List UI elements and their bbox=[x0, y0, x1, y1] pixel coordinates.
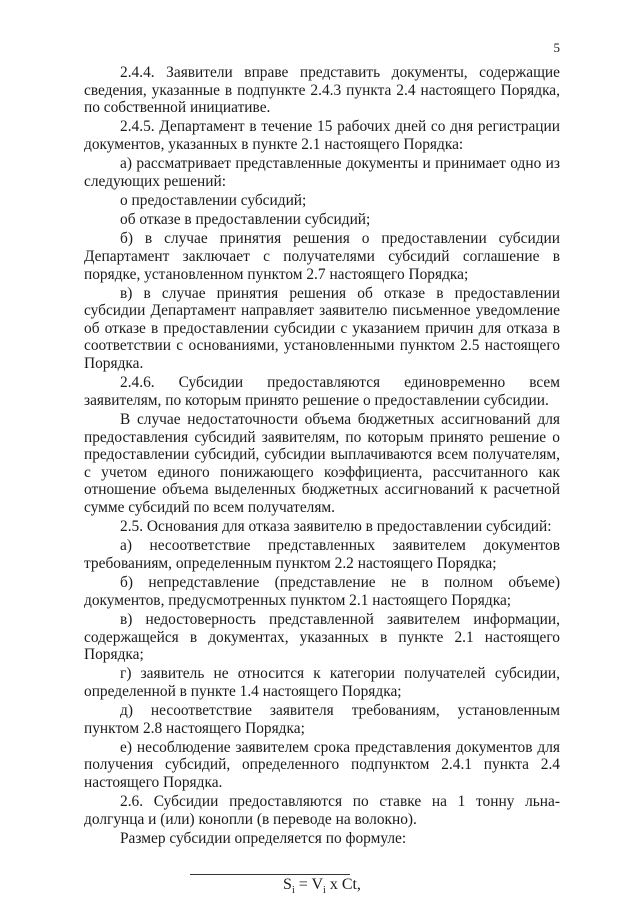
paragraph-decision-refuse: об отказе в предоставлении субсидий; bbox=[120, 211, 371, 229]
formula-v: V bbox=[311, 875, 324, 893]
footer-rule bbox=[190, 874, 350, 875]
paragraph-2-4-5-b: б) в случае принятия решения о предоставлении субсидии Департамент заключает с получателями субсидий соглашение в порядке, установленном пунктом 2.7 настоящего Порядка; bbox=[84, 230, 560, 283]
formula-equals: = bbox=[294, 875, 312, 893]
formula-s-index: i bbox=[291, 884, 295, 896]
page-number: 5 bbox=[553, 40, 560, 55]
paragraph-2-4-5-a: а) рассматривает представленные документы и принимает одно из следующих решений: bbox=[84, 155, 560, 190]
paragraph-2-5-b: б) непредставление (представление не в полном объеме) документов, предусмотренных пунктом 2.1 настоящего Порядка; bbox=[84, 574, 560, 609]
subsidy-formula bbox=[84, 876, 560, 900]
paragraph-insufficiency: В случае недостаточности объема бюджетных ассигнований для предоставления субсидий заявителям, по которым принято решение о предоставлении субсидий, субсидии выплачиваются всем получателям, с учетом единого понижающего коэффициента, рассчитанного как отношение объема выделенных бюджетных ассигнований к расчетной сумме субсидий по всем получателям. bbox=[84, 411, 560, 516]
formula-v-index: i bbox=[323, 884, 326, 896]
paragraph-2-5-d: д) несоответствие заявителя требованиям, установленным пунктом 2.8 настоящего Порядка; bbox=[84, 702, 560, 737]
paragraph-2-4-5: 2.4.5. Департамент в течение 15 рабочих дней со дня регистрации документов, указанных в пункте 2.1 настоящего Порядка: bbox=[84, 118, 560, 153]
document-body bbox=[84, 64, 560, 901]
paragraph-2-5: 2.5. Основания для отказа заявителю в предоставлении субсидий: bbox=[120, 518, 552, 536]
paragraph-2-4-6: 2.4.6. Субсидии предоставляются единовременно всем заявителям, по которым принято решение о предоставлении субсидии. bbox=[84, 374, 560, 409]
paragraph-2-5-v: в) недостоверность представленной заявителем информации, содержащейся в документах, указанных в пункте 2.1 настоящего Порядка; bbox=[84, 610, 560, 664]
paragraph-formula-intro: Размер субсидии определяется по формуле: bbox=[120, 830, 407, 848]
paragraph-2-6: 2.6. Субсидии предоставляются по ставке на 1 тонну льна-долгунца и (или) конопли (в переводе на волокно). bbox=[84, 793, 560, 828]
paragraph-2-5-e: е) несоблюдение заявителем срока представления документов для получения субсидий, определенного подпунктом 2.4.1 пункта 2.4 настоящего Порядка. bbox=[84, 738, 560, 792]
paragraph-2-5-a: а) несоответствие представленных заявителем документов требованиям, определенным пунктом 2.2 настоящего Порядка; bbox=[84, 537, 560, 572]
formula-s: S bbox=[283, 875, 292, 893]
paragraph-2-4-5-v: в) в случае принятия решения об отказе в предоставлении субсидии Департамент направляет заявителю письменное уведомление об отказе в предоставлении субсидии с указанием причин для отказа в соответствии с основаниями, установленными пунктом 2.5 настоящего Порядка. bbox=[84, 284, 560, 373]
paragraph-2-5-g: г) заявитель не относится к категории получателей субсидии, определенной в пункте 1.4 настоящего Порядка; bbox=[84, 665, 560, 700]
paragraph-2-4-4: 2.4.4. Заявители вправе представить документы, содержащие сведения, указанные в подпункте 2.4.3 пункта 2.4 настоящего Порядка, по собственной инициативе. bbox=[84, 64, 560, 117]
paragraph-decision-grant: о предоставлении субсидий; bbox=[120, 191, 307, 209]
formula-rest: x Ct, bbox=[325, 875, 361, 893]
